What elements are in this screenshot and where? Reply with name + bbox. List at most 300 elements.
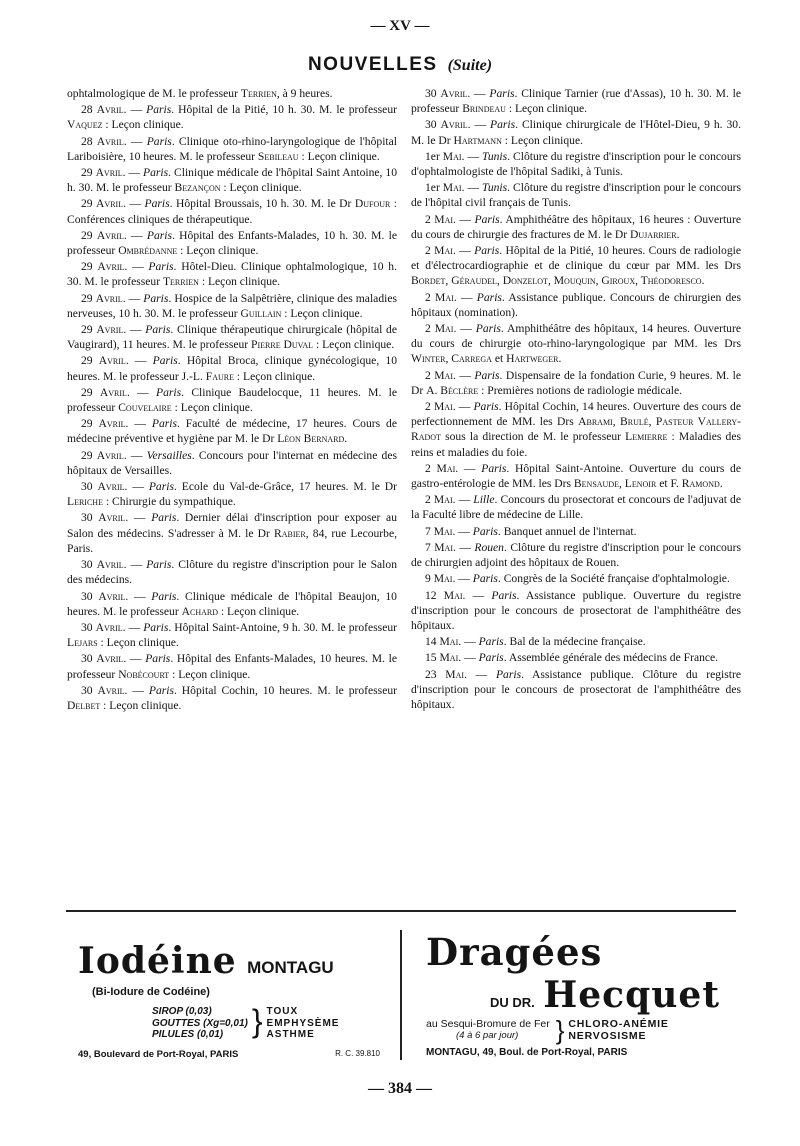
news-entry [67, 651, 397, 681]
entry-text: 29 [81, 385, 100, 399]
person-name: Dufour [354, 197, 391, 211]
place-name: Rouen [474, 540, 504, 554]
entry-text: 30 [81, 511, 99, 525]
person-name: A. Béclère [426, 383, 479, 397]
entry-text: . Clôture du registre d'inscription pour le concours d'ophtalmologiste de l'hôpital Sadiki, à Tunis. [411, 149, 741, 179]
place-name: Paris [148, 480, 174, 494]
person-name: Mai [433, 524, 453, 538]
place-name: Paris [148, 683, 174, 697]
entry-text: : Leçon clinique. [218, 604, 300, 618]
news-entry [67, 228, 397, 258]
place-name: Paris [473, 400, 499, 414]
place-name: Tunis [482, 149, 508, 163]
news-entry [411, 667, 741, 713]
person-name: Pierre Duval [251, 338, 314, 352]
entry-text: . [701, 274, 705, 288]
entry-text: . Hôpital Cochin, 10 heures. M. le professeur [173, 683, 397, 697]
entry-text: . — [123, 448, 147, 462]
place-name: Paris [146, 558, 172, 572]
place-name: Paris [156, 385, 182, 399]
ad-iodeine-indication-emphyseme: EMPHYSÈME [266, 1017, 340, 1029]
person-name: Avril [97, 480, 125, 494]
entry-text: et [491, 352, 507, 366]
entry-text: . — [467, 118, 490, 132]
person-name: Mai [433, 400, 453, 414]
entry-text: . Clôture du registre d'inscription pour le concours de l'hôpital civil français de Tunis. [411, 181, 741, 210]
person-name: Mai [442, 149, 462, 163]
entry-text: . — [455, 461, 482, 475]
entry-text: . — [125, 511, 152, 525]
person-name: Achard [181, 604, 219, 618]
entry-text: . — [126, 385, 157, 399]
entry-text: . Amphithéâtre des hôpitaux, 14 heures. Ouverture du cours de chirurgie oto-rhino-laryngologique par MM. les Drs [411, 322, 741, 351]
person-name: Avril [96, 103, 124, 117]
place-name: Paris [474, 212, 500, 226]
person-name: Mai [434, 322, 454, 336]
entry-text: 29 [81, 417, 99, 431]
entry-text: . Hospice de la Salpêtrière, clinique des maladies nerveuses, 10 h. 30. M. le professeur [67, 291, 397, 320]
news-entry [67, 102, 397, 132]
news-entry [411, 180, 741, 210]
news-entry [411, 321, 741, 367]
person-name: Hartweger [506, 352, 559, 366]
page-number: — 384 — [368, 1080, 432, 1097]
person-name: Lejars [67, 636, 98, 650]
entry-text: : Leçon clinique. [501, 133, 583, 147]
person-name: Avril [95, 291, 123, 305]
roman-page-number: — XV — [370, 18, 430, 34]
entry-text: . Hôpital Broca, clinique gynécologique, 10 heures. M. le professeur [67, 354, 397, 383]
entry-text: . — [123, 652, 146, 666]
person-name: Rabier [274, 526, 306, 540]
person-name: Avril [96, 448, 124, 462]
ad-iodeine-maker: MONTAGU [247, 958, 334, 977]
entry-text: 29 [81, 260, 98, 274]
entry-text: . — [124, 480, 149, 494]
entry-text: . Assistance publique. Clôture du registre d'inscription pour le concours de prosectorat de l'amphithéâtre des hôpitaux. [411, 667, 741, 711]
entry-text: 29 [81, 197, 97, 211]
entry-text: . Banquet annuel de l'internat. [497, 524, 637, 538]
entry-text: 29 [81, 448, 97, 462]
entry-text: . — [125, 589, 152, 603]
entry-text: : Leçon clinique. [505, 102, 588, 116]
section-title [0, 54, 800, 76]
entry-text: . — [453, 322, 476, 336]
entry-text: 29 [81, 354, 99, 368]
news-entry [67, 196, 397, 226]
place-name: Paris [145, 323, 171, 337]
person-name: Avril [96, 197, 124, 211]
person-name: Leriche [67, 495, 103, 509]
news-entry [411, 243, 741, 289]
entry-text: . Hôpital des Enfants-Malades, 10 heures. M. le professeur [67, 652, 397, 681]
place-name: Paris [478, 651, 504, 665]
entry-text: 2 [425, 461, 437, 475]
entry-text: . — [452, 493, 474, 507]
vertical-separator [400, 930, 402, 1060]
entry-text: . — [461, 149, 483, 163]
person-name: Mai [434, 244, 453, 258]
person-name: Mai [434, 212, 454, 226]
entry-text: 2 [425, 493, 434, 507]
entry-text: . — [123, 134, 147, 148]
place-name: Paris [474, 244, 500, 258]
entry-text: . — [452, 244, 475, 258]
entry-text: . — [462, 588, 492, 602]
entry-text: : Leçon clinique. [298, 149, 380, 163]
person-name: Avril [96, 134, 124, 148]
news-entry [411, 634, 741, 649]
person-name: Nobécourt [118, 667, 170, 681]
news-entry [411, 588, 741, 634]
entry-text: 29 [81, 291, 96, 305]
entry-text: : Leçon clinique. [102, 118, 184, 132]
entry-text: . — [122, 291, 144, 305]
ad-dragees-brand-line1: Dragées [426, 930, 603, 974]
entry-text: 2 [425, 290, 436, 304]
person-name: Mai [443, 588, 463, 602]
entry-text: 23 [425, 667, 446, 681]
entry-text: 30 [425, 118, 441, 132]
entry-text: 29 [81, 228, 97, 242]
news-entry [67, 683, 397, 713]
entry-text: . Clinique thérapeutique chirurgicale (hôpital de Vaugirard), 11 heures. M. le professeur [67, 323, 397, 352]
ad-dragees-indication-nervosisme: NERVOSISME [568, 1030, 647, 1042]
entry-text: : Leçon clinique. [198, 275, 281, 289]
entry-text: . Hôpital Cochin, 14 heures. Ouverture des cours de perfectionnement de MM. les Drs [411, 400, 741, 429]
person-name: Léon Bernard [277, 432, 345, 446]
entry-text: . — [123, 197, 145, 211]
entry-text: . — [125, 354, 153, 368]
entry-text: 2 [425, 244, 435, 258]
place-name: Paris [144, 197, 170, 211]
person-name: Avril [96, 323, 124, 337]
entry-text: . Hôtel-Dieu. Clinique ophtalmologique, 10 h. 30. M. le professeur [67, 260, 397, 289]
entry-text: . Clinique médicale de l'hôpital Saint Antoine, 10 h. 30. M. le professeur [67, 166, 397, 195]
ad-iodeine-form-pilules: PILULES (0,01) [152, 1029, 224, 1040]
person-name: Mai [442, 181, 462, 195]
person-name: Avril [95, 620, 123, 634]
entry-text: 28 [81, 103, 97, 117]
left-news-column [67, 86, 397, 714]
entry-text: . Assemblée générale des médecins de France. [503, 651, 719, 665]
place-name: Paris [148, 260, 174, 274]
ad-iodeine-indication-asthme: ASTHME [266, 1029, 315, 1040]
entry-text: : Leçon clinique. [100, 698, 182, 712]
entry-text: 30 [81, 652, 97, 666]
person-name: Hartmann [453, 133, 502, 147]
place-name: Paris [145, 652, 171, 666]
place-name: Paris [146, 134, 172, 148]
entry-text: 30 [81, 589, 99, 603]
ad-iodeine-address: 49, Boulevard de Port-Royal, PARIS [78, 1048, 239, 1060]
entry-text: : Leçon clinique. [220, 181, 302, 195]
place-name: Versailles [146, 448, 192, 462]
person-name: Avril [98, 417, 126, 431]
person-name: Mai [434, 540, 453, 554]
news-entry [67, 259, 397, 289]
place-name: Paris [146, 228, 173, 242]
news-entry [67, 86, 397, 101]
news-entry [411, 86, 741, 116]
entry-text: : Conférences cliniques de thérapeutique. [67, 197, 398, 226]
news-entry [67, 479, 397, 509]
person-name: Avril [440, 87, 468, 100]
entry-text: 30 [81, 620, 96, 634]
ad-iodeine-brand: Iodéine [78, 940, 237, 982]
entry-text: . [719, 477, 723, 491]
entry-text: . — [461, 181, 483, 195]
place-name: Paris [146, 103, 172, 117]
ad-dragees-dosage: (4 à 6 par jour) [456, 1030, 519, 1041]
entry-text: 1er [425, 181, 443, 195]
person-name: Bezançon [174, 181, 221, 195]
person-name: Mai [439, 635, 459, 649]
place-name: Paris [143, 166, 169, 180]
person-name: Winter, Carrega [411, 352, 492, 366]
news-entry [67, 353, 397, 383]
place-name: Paris [478, 635, 504, 649]
right-news-column [411, 86, 741, 713]
ad-iodeine-rc: R. C. 39.810 [335, 1048, 380, 1058]
entry-text: . — [125, 417, 152, 431]
person-name: Dujarrier [630, 227, 677, 241]
entry-text: . — [122, 620, 144, 634]
entry-text: : Leçon clinique. [281, 306, 363, 320]
entry-text: . Assistance publique. Concours de chirurgien des hôpitaux (nomination). [411, 290, 741, 319]
entry-text: 28 [81, 134, 97, 148]
entry-text: 7 [425, 540, 435, 554]
place-name: Paris [475, 322, 501, 336]
news-entry [411, 492, 741, 522]
entry-text: . — [467, 87, 490, 100]
entry-text: 12 [425, 588, 444, 602]
news-entry [67, 291, 397, 321]
entry-text: . Assistance publique. Ouverture du registre d'inscription pour le concours de prosectorat de l'amphithéâtre des hôpitaux. [411, 588, 741, 632]
entry-text: : Chirurgie du sympathique. [102, 495, 236, 509]
entry-text: . Clôture du registre d'inscription pour le concours de chirurgien adjoint des hôpitaux de Rouen. [411, 540, 741, 570]
entry-text: 30 [425, 87, 441, 100]
entry-text: . Ecole du Val-de-Grâce, 17 heures. M. le Dr [173, 480, 398, 494]
entry-text: . Bal de la médecine française. [503, 635, 646, 649]
person-name: Terrien [240, 87, 277, 100]
entry-text: sous la direction de M. le professeur [440, 430, 626, 444]
entry-text: , 84, rue Lecourbe, Paris. [67, 526, 398, 555]
person-name: Avril [440, 118, 468, 132]
place-name: Paris [476, 290, 502, 304]
entry-text: 30 [81, 480, 98, 494]
entry-text: . Faculté de médecine, 17 heures. Cours de médecine préventive et hygiène par M. le Dr [67, 417, 397, 446]
place-name: Paris [472, 572, 498, 586]
entry-text: . Dispensaire de la fondation Curie, 9 heures. M. le Dr [411, 368, 741, 397]
person-name: Mai [433, 493, 453, 507]
place-name: Paris [495, 667, 522, 681]
title-text: NOUVELLES [307, 54, 438, 75]
person-name: Bensaude, Lenoir [573, 477, 657, 491]
ad-iodeine-brace: } [251, 1003, 263, 1039]
ad-iodeine-subtitle: (Bi-Iodure de Codéine) [92, 986, 210, 998]
person-name: Mai [439, 651, 459, 665]
ad-dragees-address: MONTAGU, 49, Boul. de Port-Royal, PARIS [426, 1047, 628, 1058]
entry-text: . — [453, 212, 475, 226]
person-name: Vaquez [67, 118, 103, 132]
entry-text: . — [123, 103, 147, 117]
entry-text: . Hôpital Saint-Antoine, 9 h. 30. M. le professeur [168, 620, 397, 634]
place-name: Paris [151, 589, 177, 603]
entry-text: . — [458, 635, 479, 649]
entry-text: : Leçon clinique. [97, 636, 179, 650]
entry-text: . Hôpital Saint-Antoine. Ouverture du cours de gastro-entérologie de MM. les Drs [411, 461, 741, 491]
entry-text: . Clinique médicale de l'hôpital Beaujon, 10 heures. M. le professeur [67, 589, 397, 618]
entry-text: . — [123, 228, 147, 242]
person-name: Delbet [67, 698, 101, 712]
person-name: Avril [98, 589, 126, 603]
entry-text: . Clôture du registre d'inscription pour le Salon des médecins. [67, 558, 397, 587]
person-name: Mai [436, 461, 456, 475]
entry-text: : Premières notions de radiologie médicale. [478, 383, 683, 397]
news-entry [67, 448, 397, 478]
entry-text: . — [124, 260, 149, 274]
place-name: Paris [143, 620, 169, 634]
entry-text: . — [453, 290, 477, 304]
entry-text: . Concours du prosectorat et concours de l'adjuvat de la Faculté libre de médecine de Lille. [411, 493, 741, 522]
news-entry [411, 399, 741, 460]
place-name: Paris [151, 511, 177, 525]
news-entry [411, 650, 741, 665]
person-name: Avril [97, 260, 125, 274]
news-entry [67, 134, 397, 164]
person-name: Brindeau [462, 102, 506, 116]
place-name: Tunis [482, 181, 508, 195]
entry-text: . Hôpital Broussais, 10 h. 30. M. le Dr [169, 197, 355, 211]
place-name: Paris [152, 354, 178, 368]
entry-text: . — [452, 524, 473, 538]
person-name: Mai [434, 368, 453, 382]
person-name: Couvelaire [118, 401, 172, 415]
entry-text: . [676, 227, 680, 241]
place-name: Paris [472, 524, 498, 538]
news-entry [411, 117, 741, 147]
news-entry [411, 149, 741, 179]
news-entry [411, 212, 741, 242]
ad-dragees-brand-prefix: DU DR. [490, 995, 535, 1010]
ad-dragees-indication-chloro: CHLORO-ANÉMIE [568, 1018, 669, 1030]
ad-iodeine [78, 940, 388, 1060]
person-name: Avril [95, 166, 123, 180]
person-name: Bordet, Géraudel, Donzelot, Mouquin, Giroux, Théodoresco [411, 274, 702, 288]
person-name: Mai [433, 572, 453, 586]
horizontal-separator [66, 910, 736, 912]
place-name: Lille [473, 493, 495, 507]
person-name: Guillain [240, 306, 282, 320]
news-entry [411, 540, 741, 570]
ad-iodeine-form-sirop: SIROP (0,03) [152, 1006, 212, 1017]
entry-text: . — [123, 323, 146, 337]
person-name: Avril [96, 228, 124, 242]
entry-text: et [656, 477, 671, 491]
place-name: Paris [143, 291, 169, 305]
news-entry [411, 571, 741, 586]
entry-text: , à 9 heures. [276, 87, 333, 100]
entry-text: . Congrès de la Société française d'ophtalmologie. [497, 572, 730, 586]
person-name: J.-L. Faure [181, 369, 235, 383]
entry-text: . Clinique Tarnier (rue d'Assas), 10 h. 30. M. le professeur [411, 87, 741, 116]
entry-text: . — [464, 667, 496, 681]
entry-text: 29 [81, 166, 96, 180]
place-name: Paris [491, 588, 517, 602]
entry-text: 2 [425, 400, 434, 414]
entry-text: : Leçon clinique. [313, 338, 395, 352]
entry-text: 29 [81, 323, 97, 337]
person-name: F. Ramond [670, 477, 720, 491]
news-entry [411, 368, 741, 398]
entry-text: 30 [81, 558, 97, 572]
news-entry [67, 510, 397, 556]
person-name: Avril [97, 683, 125, 697]
entry-text: . — [452, 572, 473, 586]
entry-text: . Clinique chirurgicale de l'Hôtel-Dieu, 9 h. 30. M. le Dr [411, 118, 741, 147]
news-entry [411, 524, 741, 539]
ad-iodeine-form-gouttes: GOUTTES (Xg=0,01) [152, 1017, 248, 1029]
ad-dragees-brace: } [555, 1015, 565, 1045]
entry-text: . [344, 432, 348, 446]
place-name: Paris [151, 417, 177, 431]
entry-text: . Amphithéâtre des hôpitaux, 16 heures : Ouverture du cours de chirurgie des fractures de M. le Dr [411, 212, 741, 241]
entry-text: . Hôpital des Enfants-Malades, 10 h. 30. M. le professeur [67, 228, 397, 258]
title-suffix: (Suite) [447, 57, 493, 74]
entry-text: . Clinique oto-rhino-laryngologique de l'hôpital Lariboisière, 10 heures. M. le professeur [67, 134, 398, 163]
ad-dragees-hecquet [420, 930, 740, 1058]
news-entry [67, 589, 397, 619]
news-entry [411, 290, 741, 320]
person-name: Ombrédanne [118, 244, 178, 258]
entry-text: 15 [425, 651, 440, 665]
entry-text: . Concours pour l'internat en médecine des hôpitaux de Versailles. [67, 448, 397, 477]
place-name: Paris [489, 118, 516, 132]
entry-text: . Dernier délai d'inscription pour exposer au Salon des médecins. S'adresser à M. le Dr [67, 511, 397, 540]
entry-text: . — [122, 166, 144, 180]
news-entry [67, 620, 397, 650]
entry-text: . — [453, 368, 475, 382]
entry-text: : Leçon clinique. [234, 369, 316, 383]
entry-text: . Clinique Baudelocque, 11 heures. M. le professeur [67, 385, 397, 415]
entry-text: 9 [425, 572, 434, 586]
news-entry [67, 322, 397, 352]
entry-text: . [558, 352, 562, 366]
place-name: Paris [489, 87, 515, 100]
person-name: Avril [99, 385, 127, 399]
ad-iodeine-indication-toux: TOUX [266, 1006, 299, 1017]
entry-text: . — [124, 683, 149, 697]
entry-text: . — [123, 558, 147, 572]
person-name: Avril [98, 354, 126, 368]
entry-text: 2 [425, 368, 435, 382]
news-entry [411, 461, 741, 491]
person-name: Avril [96, 558, 124, 572]
person-name: Mai [435, 290, 454, 304]
place-name: Paris [481, 461, 507, 475]
news-entry [67, 165, 397, 195]
person-name: Sebileau [257, 149, 299, 163]
person-name: Avril [98, 511, 126, 525]
person-name: Avril [96, 652, 124, 666]
entry-text: . — [452, 400, 474, 414]
entry-text: 14 [425, 635, 440, 649]
person-name: Mai [445, 667, 465, 681]
person-name: Terrien [162, 275, 199, 289]
news-entry [67, 385, 397, 415]
entry-text: : Leçon clinique. [171, 401, 253, 415]
